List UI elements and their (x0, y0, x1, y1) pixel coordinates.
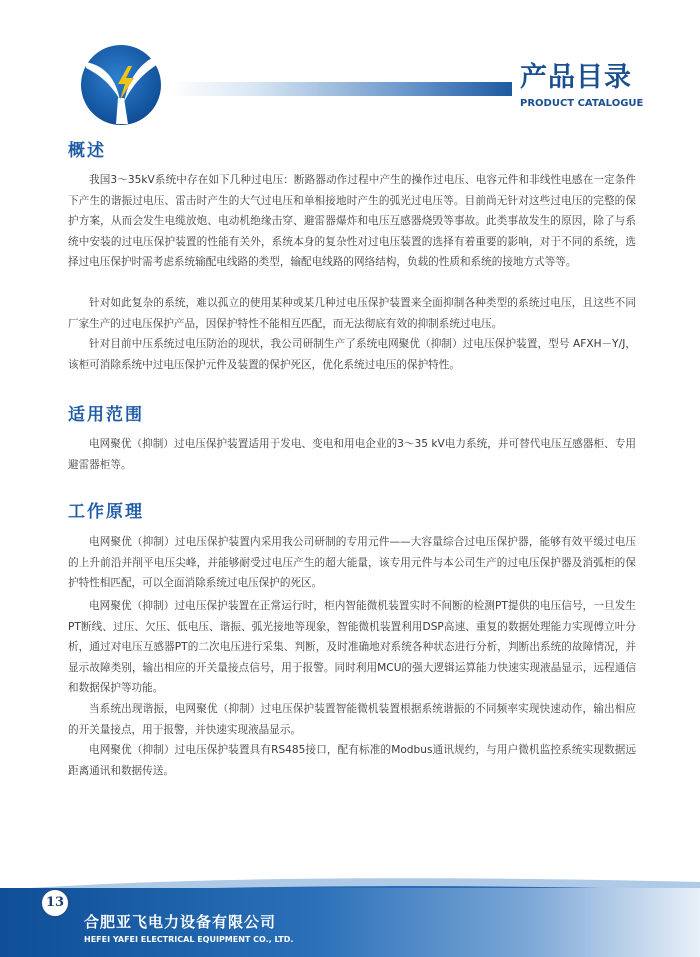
header-gradient-bar (170, 82, 512, 96)
principle-paragraph-1: 电网聚优（抑制）过电压保护装置内采用我公司研制的专用元件——大容量综合过电压保护器，能够有效平缓过电压的上升前沿并削平电压尖峰，并能够耐受过电压产生的超大能量，该专用元件与本公司生产的过电压保护器及消弧柜的保护特性相匹配，可以全面消除系统过电压保护的死区。 (68, 536, 636, 589)
section-title-scope: 适用范围 (68, 405, 144, 425)
catalogue-title: 产品目录 (520, 62, 632, 93)
overview-paragraph-1: 我国3～35kV系统中存在如下几种过电压：断路器动作过程中产生的操作过电压、电容元件和非线性电感在一定条件下产生的谐振过电压、雷击时产生的大气过电压和单相接地时产生的弧光过电压等。目前尚无针对这些过电压的完整的保护方案，从而会发生电缆放炮、电动机绝缘击穿、避雷器爆炸和电压互感器烧毁等事故。此类事故发生的原因，除了与系统中安装的过电压保护装置的性能有关外，系统本身的复杂性对过电压装置的选择有着重要的影响，对于不同的系统，选择过电压保护时需考虑系统输配电线路的类型，输配电线路的网络结构，负载的性质和系统的接地方式等等。 (68, 174, 636, 268)
overview-paragraph-2: 针对如此复杂的系统，难以孤立的使用某种或某几种过电压保护装置来全面抑制各种类型的系统过电压，且这些不同厂家生产的过电压保护产品，因保护特性不能相互匹配，而无法彻底有效的抑制系统过电压。 (68, 297, 636, 330)
section-title-overview: 概述 (68, 141, 106, 161)
company-name-cn: 合肥亚飞电力设备有限公司 (84, 913, 277, 931)
company-name-en: HEFEI YAFEI ELECTRICAL EQUIPMENT CO., LTD. (84, 935, 294, 944)
section-title-principle: 工作原理 (68, 502, 144, 522)
catalogue-subtitle: PRODUCT CATALOGUE (520, 98, 644, 109)
overview-paragraph-3: 针对目前中压系统过电压防治的现状，我公司研制生产了系统电网聚优（抑制）过电压保护装置，型号 AFXH－Y/J，该柜可消除系统中过电压保护元件及装置的保护死区，优化系统过电压的保护特性。 (68, 338, 636, 371)
company-logo-icon (78, 42, 164, 128)
page-number: 13 (40, 888, 70, 918)
principle-paragraph-4: 电网聚优（抑制）过电压保护装置具有RS485接口，配有标准的Modbus通讯规约，与用户微机监控系统实现数据远距离通讯和数据传送。 (68, 744, 636, 777)
principle-paragraph-3: 当系统出现谐振，电网聚优（抑制）过电压保护装置智能微机装置根据系统谐振的不同频率实现快速动作，输出相应的开关量接点，用于报警，并快速实现液晶显示。 (68, 703, 636, 736)
scope-paragraph: 电网聚优（抑制）过电压保护装置适用于发电、变电和用电企业的3～35 kV电力系统，并可替代电压互感器柜、专用避雷器柜等。 (68, 438, 636, 471)
principle-paragraph-2: 电网聚优（抑制）过电压保护装置在正常运行时，柜内智能微机装置实时不间断的检测PT提供的电压信号，一旦发生PT断线、过压、欠压、低电压、谐振、弧光接地等现象，智能微机装置利用DSP高速、重复的数据处理能力实现傅立叶分析，通过对电压互感器PT的二次电压进行采集、判断，及时准确地对系统各种状态进行分析，判断出系统的故障情况，并显示故障类别，输出相应的开关量接点信号，用于报警。同时利用MCU的强大逻辑运算能力快速实现液晶显示，远程通信和数据保护等功能。 (68, 600, 636, 694)
